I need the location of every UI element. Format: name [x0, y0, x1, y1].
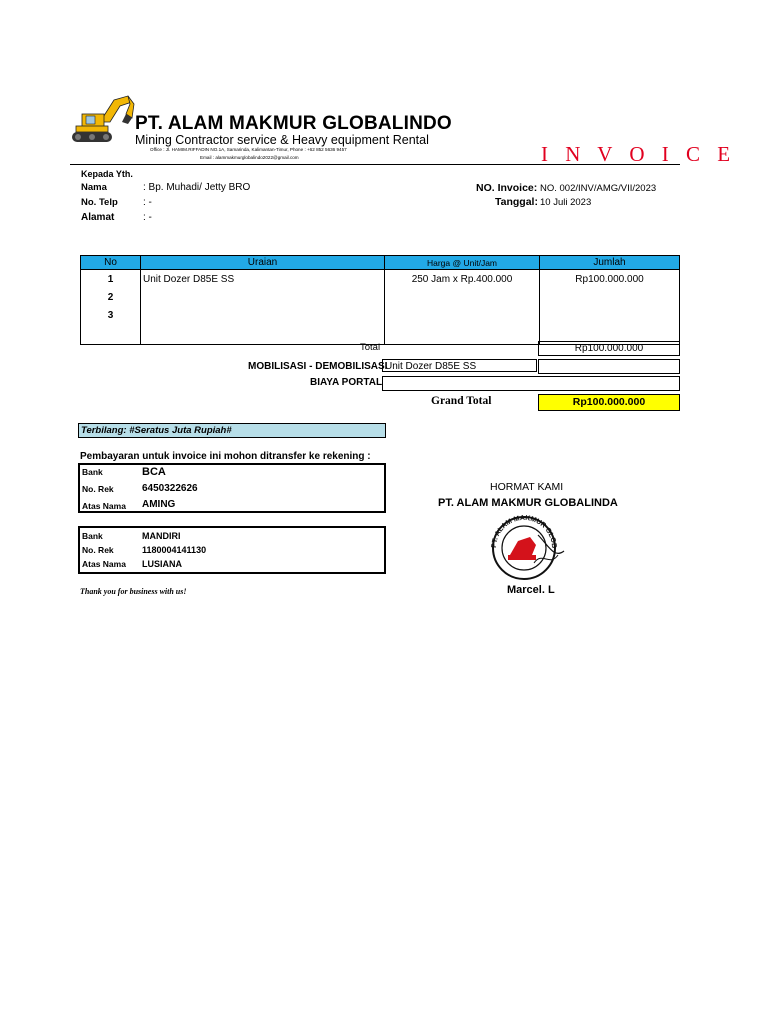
grand-total-value: Rp100.000.000	[538, 394, 680, 411]
company-tagline: Mining Contractor service & Heavy equipment Rental	[135, 133, 429, 147]
company-stamp-icon	[488, 515, 566, 581]
rek-label: No. Rek	[82, 545, 114, 555]
bank-account-bca	[78, 463, 386, 513]
rek-value: 6450322626	[142, 483, 198, 494]
bank-account-mandiri	[78, 526, 386, 574]
excavator-logo-icon	[70, 92, 136, 148]
telp-label: No. Telp	[81, 197, 118, 208]
bank-value: BCA	[142, 466, 166, 478]
bank-label: Bank	[82, 467, 103, 477]
company-name: PT. ALAM MAKMUR GLOBALINDO	[135, 113, 452, 134]
header-no: No	[81, 256, 141, 270]
row-jumlah: Rp100.000.000	[540, 270, 680, 345]
telp-value: : -	[143, 197, 152, 208]
no-column	[81, 270, 141, 345]
nama-label: Nama	[81, 182, 107, 193]
row-no: 2	[107, 292, 114, 303]
items-table	[80, 255, 680, 345]
signer-name: Marcel. L	[507, 584, 555, 596]
row-no: 1	[107, 274, 114, 285]
thank-you-note: Thank you for business with us!	[80, 587, 187, 596]
mobilisasi-value: Unit Dozer D85E SS	[382, 359, 537, 372]
header-jumlah: Jumlah	[540, 256, 680, 270]
stamp-text: PT. ALAM MAKMUR GLOB	[490, 515, 558, 549]
terbilang: Terbilang: #Seratus Juta Rupiah#	[78, 423, 386, 438]
bank-value: MANDIRI	[142, 531, 181, 541]
items-body-row	[81, 270, 680, 345]
atas-nama-value: AMING	[142, 499, 176, 510]
total-value: Rp100.000.000	[538, 341, 680, 356]
company-email: Email : alammakmurglobalindo2022@gmail.com	[200, 155, 299, 160]
invoice-date-value: 10 Juli 2023	[540, 197, 592, 208]
invoice-date-label: Tanggal:	[495, 196, 538, 208]
payment-note: Pembayaran untuk invoice ini mohon ditransfer ke rekening :	[80, 451, 371, 462]
biaya-portal-value	[382, 376, 680, 391]
biaya-portal-label: BIAYA PORTAL	[310, 377, 383, 388]
atas-nama-label: Atas Nama	[82, 501, 126, 511]
atas-nama-label: Atas Nama	[82, 559, 126, 569]
header-harga: Harga @ Unit/Jam	[385, 256, 540, 270]
row-uraian: Unit Dozer D85E SS	[141, 270, 385, 345]
items-header-row	[81, 256, 680, 270]
nama-value: : Bp. Muhadi/ Jetty BRO	[143, 182, 251, 193]
kepada-label: Kepada Yth.	[81, 169, 133, 179]
signature-company: PT. ALAM MAKMUR GLOBALINDA	[438, 497, 618, 509]
alamat-label: Alamat	[81, 212, 115, 223]
invoice-title: I N V O I C E	[541, 142, 737, 166]
row-no: 3	[107, 310, 114, 321]
atas-nama-value: LUSIANA	[142, 559, 182, 569]
grand-total-label: Grand Total	[431, 395, 492, 407]
company-address: Office : Jl. HAMIM.RIFFADIN NO.1A, Samarinda, Kalimantan-Timur, Phone : +62 852 5636 9457	[150, 147, 347, 152]
rek-label: No. Rek	[82, 484, 114, 494]
alamat-value: : -	[143, 212, 152, 223]
total-label: Total	[360, 342, 381, 353]
rek-value: 1180004141130	[142, 545, 207, 555]
bank-label: Bank	[82, 531, 103, 541]
invoice-no-label: NO. Invoice:	[476, 182, 538, 194]
hormat-kami: HORMAT KAMI	[490, 481, 564, 493]
header-uraian: Uraian	[141, 256, 385, 270]
mobilisasi-label: MOBILISASI - DEMOBILISASI	[248, 361, 388, 372]
mobilisasi-amount	[538, 359, 680, 374]
invoice-no-value: NO. 002/INV/AMG/VII/2023	[540, 183, 657, 194]
row-harga: 250 Jam x Rp.400.000	[385, 270, 540, 345]
